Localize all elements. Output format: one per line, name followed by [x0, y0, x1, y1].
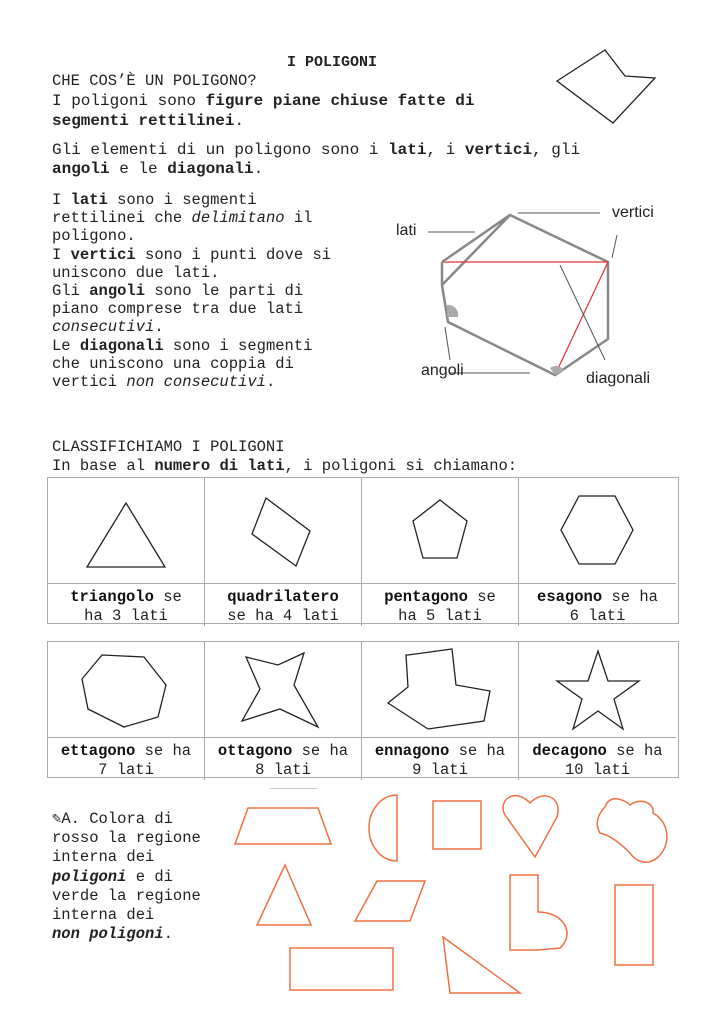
pentagon-icon — [395, 486, 485, 576]
page-title: I POLIGONI — [287, 54, 378, 71]
elements-sentence: Gli elementi di un poligono sono i lati, i vertici, gli angoli e le diagonali. — [52, 141, 581, 178]
angle-mark — [447, 305, 458, 317]
def-vertici: I vertici sono i punti dove si uniscono due lati. — [52, 245, 332, 282]
cell-triangolo: triangolo se ha 3 lati — [48, 478, 205, 626]
octagon-icon — [228, 647, 338, 732]
nonagon-icon — [380, 647, 500, 732]
irregular-polygon-icon — [555, 48, 665, 138]
right-triangle-shape[interactable] — [443, 937, 520, 993]
hexagon-sides — [442, 215, 608, 375]
parallelogram-shape[interactable] — [355, 881, 425, 921]
def-angoli: Gli angoli sono le parti di piano comprese tra due lati consecutivi. — [52, 282, 304, 337]
exercise-text: ✎A. Colora di rosso la regione interna dei poligoni e di verde la regione interna dei non poligoni. — [52, 810, 201, 944]
cell-ettagono: ettagono se ha 7 lati — [48, 642, 205, 780]
heart-shape[interactable] — [503, 796, 558, 857]
intro-question: CHE COS’È UN POLIGONO? — [52, 72, 257, 90]
intro-block — [52, 72, 532, 131]
rectangle-shape[interactable] — [615, 885, 653, 965]
cell-ennagono: ennagono se ha 9 lati — [362, 642, 519, 780]
flag-shape[interactable] — [510, 875, 567, 950]
definitions-block — [52, 191, 372, 391]
pencil-icon: ✎ — [52, 810, 62, 828]
cell-pentagono: pentagono se ha 5 lati — [362, 478, 519, 626]
half-circle-shape[interactable] — [369, 795, 397, 861]
cell-quadrilatero: quadrilatero se ha 4 lati — [205, 478, 362, 626]
def-lati: I lati sono i segmenti rettilinei che delimitano il poligono. — [52, 191, 313, 246]
triangle-shape[interactable] — [257, 865, 311, 925]
intro-definition: I poligoni sono figure piane chiuse fatte di segmenti rettilinei. — [52, 92, 475, 130]
polygon-table-row-1 — [47, 477, 679, 624]
classify-sub: In base al numero di lati, i poligoni si chiamano: — [52, 457, 518, 475]
label-diagonali: diagonali — [586, 370, 651, 387]
cell-decagono: decagono se ha 10 lati — [519, 642, 676, 780]
square-shape[interactable] — [433, 801, 481, 849]
trapezoid-shape[interactable] — [235, 808, 331, 844]
triangle-icon — [81, 491, 171, 571]
rhombus-icon — [238, 486, 328, 576]
star-icon — [553, 647, 643, 732]
blob-shape[interactable] — [597, 799, 667, 862]
long-rectangle-shape[interactable] — [290, 948, 393, 990]
cell-ottagono: ottagono se ha 8 lati — [205, 642, 362, 780]
exercise-shapes[interactable] — [225, 785, 705, 1020]
label-angoli: angoli — [421, 362, 464, 379]
classify-heading: CLASSIFICHIAMO I POLIGONI — [52, 438, 285, 456]
cell-esagono: esagono se ha 6 lati — [519, 478, 676, 626]
classify-block — [52, 438, 652, 476]
def-diagonali: Le diagonali sono i segmenti che uniscono una coppia di vertici non consecutivi. — [52, 336, 313, 392]
label-vertici: vertici — [612, 204, 654, 221]
polygon-table-row-2 — [47, 641, 679, 778]
label-lati: lati — [396, 222, 417, 239]
heptagon-icon — [76, 647, 176, 732]
hexagon-icon — [553, 486, 643, 576]
